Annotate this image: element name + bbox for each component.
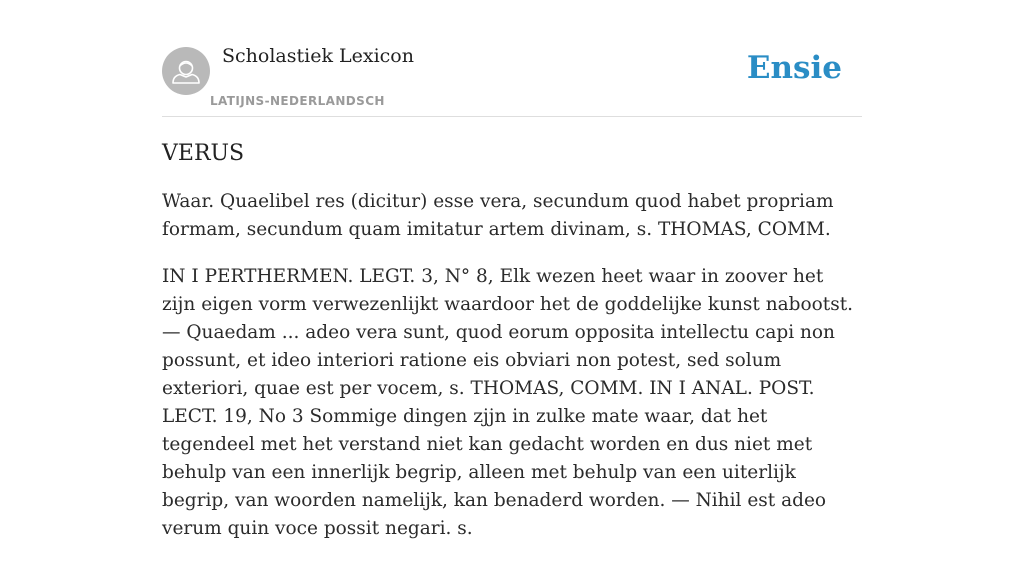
entry-title: VERUS xyxy=(162,141,245,166)
header xyxy=(162,0,862,117)
source-title[interactable]: Scholastiek Lexicon xyxy=(222,45,414,67)
user-icon xyxy=(162,47,210,95)
entry-paragraph: Waar. Quaelibel res (dicitur) esse vera, secundum quod habet propriam formam, secundum quam imitatur artem divinam, s. THOMAS, COMM. xyxy=(162,191,834,240)
entry-paragraph: IN I PERTHERMEN. LEGT. 3, N° 8, Elk wezen heet waar in zoover het zijn eigen vorm verwezenlijkt waardoor het de goddelijke kunst nabootst. — Quaedam ... adeo vera sunt, quod eorum opposita intellectu capi non possunt, et ideo interiori ratione eis obviari non potest, sed solum exteriori, quae est per vocem, s. THOMAS, COMM. IN I ANAL. POST. LECT. 19, No 3 Sommige dingen zjjn in zulke mate waar, dat het tegendeel met het verstand niet kan gedacht worden en dus niet met behulp van een innerlijk begrip, alleen met behulp van een uiterlijk begrip, van woorden namelijk, kan benaderd worden. — Nihil est adeo verum quin voce possit negari. s. xyxy=(162,266,854,539)
brand-logo[interactable]: Ensie xyxy=(746,50,842,86)
source-subtitle: LATIJNS-NEDERLANDSCH xyxy=(210,94,385,108)
source-avatar[interactable] xyxy=(162,47,210,95)
entry-content xyxy=(162,136,862,562)
